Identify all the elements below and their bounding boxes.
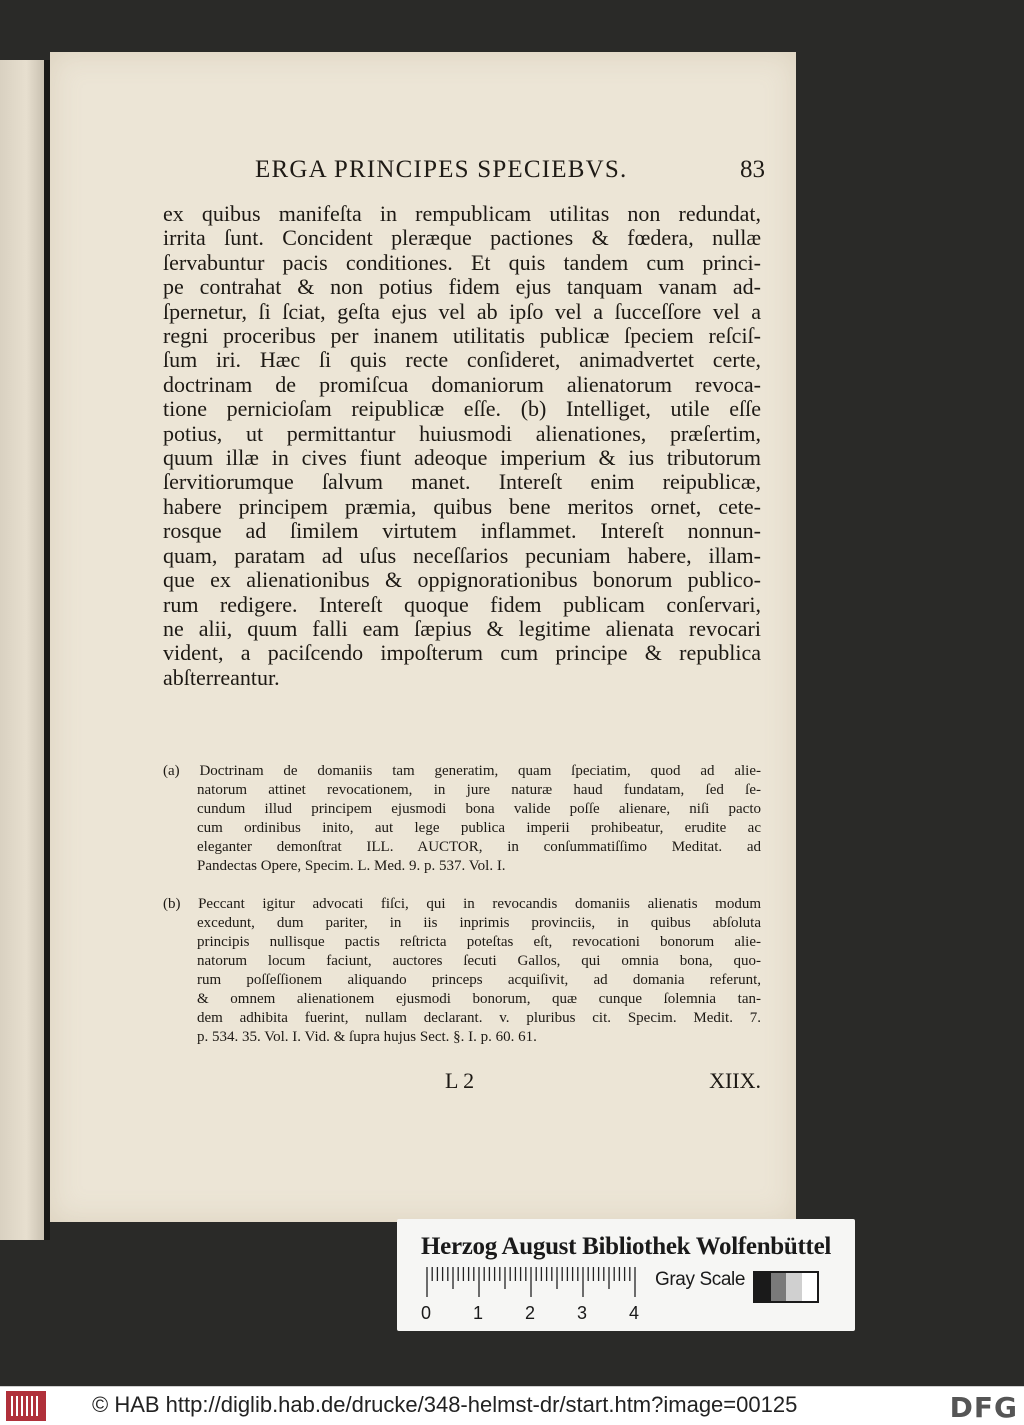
scale-number: 0 (421, 1303, 432, 1323)
footnote-line: Pandectas Opere, Specim. L. Med. 9. p. 537. Vol. I. (197, 858, 506, 874)
grayscale-swatch (771, 1273, 787, 1301)
library-label-card (397, 1219, 855, 1331)
footnote-line: eleganter demonſtrat ILL. AUCTOR, in conſummatiſſimo Meditat. ad (197, 839, 761, 855)
page-bottom-line (163, 1068, 761, 1098)
footnote-line: cundum illud principem ejusmodi bona valide poſſe alienare, niſi pacto (197, 801, 761, 817)
signature-mark: L 2 (445, 1068, 475, 1093)
body-line: rum redigere. Intereſt quoque fidem publicam conſervari, (163, 591, 761, 617)
grayscale-patch (753, 1271, 819, 1303)
grayscale-swatch (786, 1273, 802, 1301)
body-line: ex quibus manifeſta in rempublicam utilitas non redundat, (163, 201, 761, 226)
footnote-line: (b) Peccant igitur advocati fiſci, qui in revocandis domaniis alienatis modum (163, 896, 761, 912)
hab-logo-icon (6, 1391, 46, 1421)
footnote-line: cum ordinibus inito, aut lege publica imperii prohibeatur, erudite ac (197, 820, 761, 836)
running-head (255, 156, 765, 188)
body-line: rosque ad ſimilem virtutem inflammet. Intereſt nonnun- (163, 518, 761, 544)
footnote-a (163, 762, 761, 876)
scale-number: 2 (525, 1303, 536, 1323)
body-line: pe contrahat & non potius fidem ejus tanquam vanam ad- (163, 274, 761, 300)
body-line: regni proceribus per inanem utilitatis publicæ ſpeciem reſciſ- (163, 323, 761, 349)
footnote-line: p. 534. 35. Vol. I. Vid. & ſupra hujus Sect. §. I. p. 60. 61. (197, 1029, 537, 1045)
body-line: ſum iri. Hæc ſi quis recte conſideret, animadvertet certe, (163, 347, 761, 373)
body-line: quam, paratam ad uſus neceſſarios pecuniam habere, illam- (163, 542, 761, 568)
grayscale-label: Gray Scale (655, 1269, 745, 1290)
dfg-logo: DFG (949, 1391, 1018, 1424)
footnote-line: rum poſſeſſionem aliquando princeps acquiſivit, ad domania referunt, (197, 972, 761, 988)
footnote-line: natorum locum faciunt, auctores ſecuti Gallos, qui omnia bona, quo- (197, 953, 761, 969)
credit-link[interactable]: © HAB http://diglib.hab.de/drucke/348-helmst-dr/start.htm?image=00125 (92, 1392, 798, 1417)
body-line: abſterreantur. (163, 664, 280, 690)
grayscale-swatch (755, 1273, 771, 1301)
body-line: ne alii, quum falli eam ſæpius & legitime alienata revocari (163, 615, 761, 641)
grayscale-swatch (802, 1273, 818, 1301)
body-line: ſervabuntur pacis conditiones. Et quis tandem cum princi- (163, 249, 761, 275)
body-line: que ex alienationibus & oppignorationibus bonorum publico- (163, 567, 761, 593)
catchword: XIIX. (709, 1068, 761, 1093)
library-name: Herzog August Bibliothek Wolfenbüttel (421, 1233, 832, 1260)
body-line: doctrinam de promiſcua domaniorum alienatorum revoca- (163, 371, 761, 397)
body-line: habere principem præmia, quibus bene meritos ornet, cete- (163, 493, 761, 519)
scale-number: 4 (629, 1303, 640, 1323)
scale-ruler-icon (425, 1265, 639, 1297)
footnote-line: excedunt, dum pariter, in iis inprimis provinciis, in quibus abſoluta (197, 915, 761, 931)
scale-number: 1 (473, 1303, 484, 1323)
scale-numbers (417, 1303, 657, 1325)
page-content (50, 52, 796, 1222)
footnote-line: (a) Doctrinam de domaniis tam generatim, quam ſpeciatim, quod ad alie- (163, 763, 761, 779)
footnote-line: principis nullisque pactis reſtricta poteſtas eſt, revocationi bonorum alie- (197, 934, 761, 950)
footnote-line: natorum attinet revocationem, in jure naturæ haud fundatam, ſed ſe- (197, 782, 761, 798)
body-line: ſpernetur, ſi ſciat, geſta ejus vel ab ipſo vel a ſucceſſore vel a (163, 298, 761, 324)
book-page (50, 52, 796, 1222)
running-title: ERGA PRINCIPES SPECIEBVS. (255, 156, 628, 183)
footnote-line: dem adhibita fuerint, nullam declarant. v. pluribus cit. Specim. Medit. 7. (197, 1010, 761, 1026)
body-line: quum illæ in cives fiunt adeoque imperium & ius tributorum (163, 445, 761, 471)
body-line: vident, a paciſcendo impoſterum cum principe & republica (163, 640, 761, 666)
body-line: ſervitiorumque ſalvum manet. Intereſt enim reipublicæ, (163, 469, 761, 495)
body-text (163, 202, 761, 690)
scale-number: 3 (577, 1303, 588, 1323)
body-line: tione pernicioſam reipublicæ eſſe. (b) Intelliget, utile eſſe (163, 396, 761, 422)
previous-page-edge (0, 60, 44, 1240)
footnote-b (163, 895, 761, 1047)
body-line: potius, ut permittantur huiusmodi alienationes, præſertim, (163, 420, 761, 446)
footnote-line: & omnem alienationem ejusmodi bonorum, quæ cunque ſolemnia tan- (197, 991, 761, 1007)
page-number: 83 (740, 156, 765, 183)
body-line: irrita ſunt. Concident pleræque pactiones & fœdera, nullæ (163, 225, 761, 251)
footer-bar (0, 1386, 1024, 1425)
